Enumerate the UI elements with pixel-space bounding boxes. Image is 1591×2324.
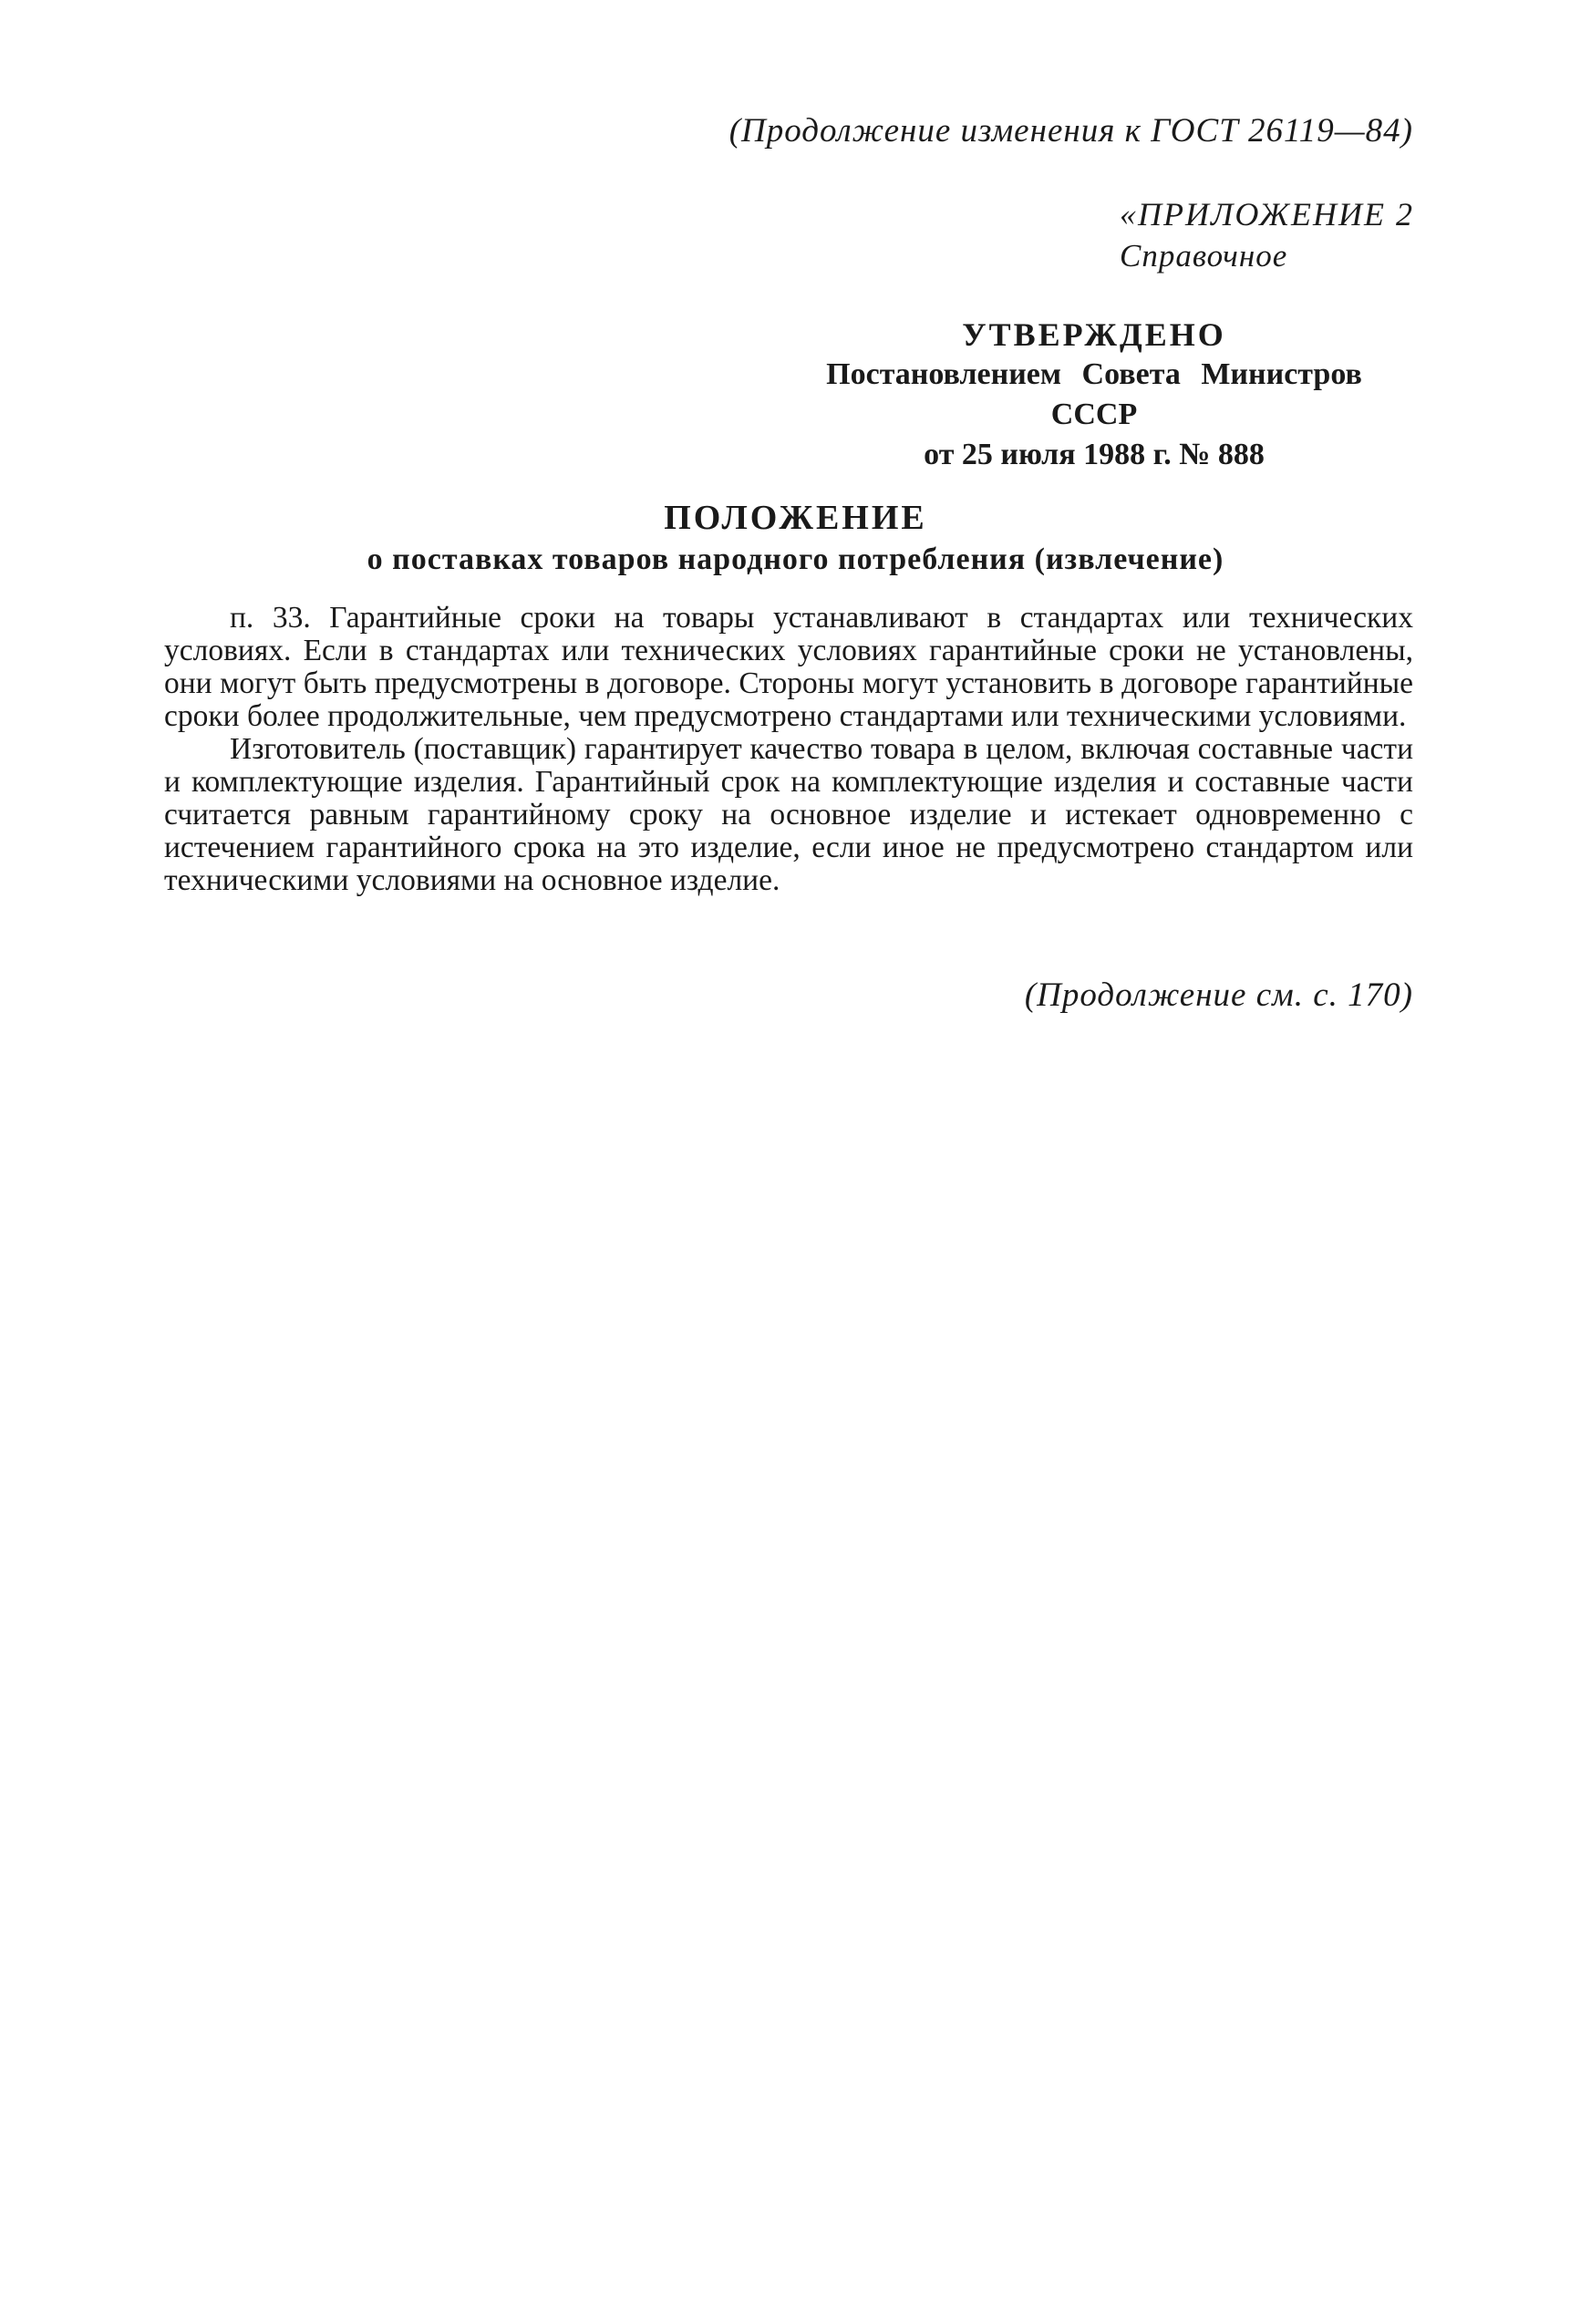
header-continuation-note: (Продолжение изменения к ГОСТ 26119—84) bbox=[728, 112, 1413, 150]
approved-country: СССР bbox=[1050, 398, 1138, 431]
appendix-block bbox=[1120, 193, 1414, 277]
approval-stamp-block bbox=[821, 315, 1368, 475]
body-paragraph-1: п. 33. Гарантийные сроки на товары устанавливают в стандартах или технических условиях. Если в стандартах или технических условиях гарантийные сроки не установлены, они могут быть предусмотрены в договоре. Стороны могут установить в договоре гарантийные сроки более продолжительные, чем предусмотрено стандартами или техническими условиями. bbox=[164, 601, 1413, 733]
approved-title: УТВЕРЖДЕНО bbox=[962, 316, 1226, 353]
document-title-block bbox=[182, 497, 1409, 581]
appendix-title: «ПРИЛОЖЕНИЕ 2 bbox=[1120, 196, 1414, 232]
appendix-type: Справочное bbox=[1120, 238, 1288, 274]
footer-continuation-note: (Продолжение см. с. 170) bbox=[1024, 976, 1413, 1014]
approved-date: от 25 июля 1988 г. № 888 bbox=[924, 438, 1265, 471]
approved-authority: Постановлением Совета Министров bbox=[826, 357, 1362, 391]
body-text bbox=[164, 602, 1413, 897]
document-subtitle: о поставках товаров народного потребления (извлечение) bbox=[367, 542, 1224, 576]
body-paragraph-2: Изготовитель (поставщик) гарантирует качество товара в целом, включая составные части и комплектующие изделия. Гарантийный срок на комплектующие изделия и составные части считается равным гарантийному сроку на основное изделие и истекает одновременно с истечением гарантийного срока на это изделие, если иное не предусмотрено стандартом или техническими условиями на основное изделие. bbox=[164, 732, 1413, 897]
document-title: ПОЛОЖЕНИЕ bbox=[664, 499, 927, 537]
